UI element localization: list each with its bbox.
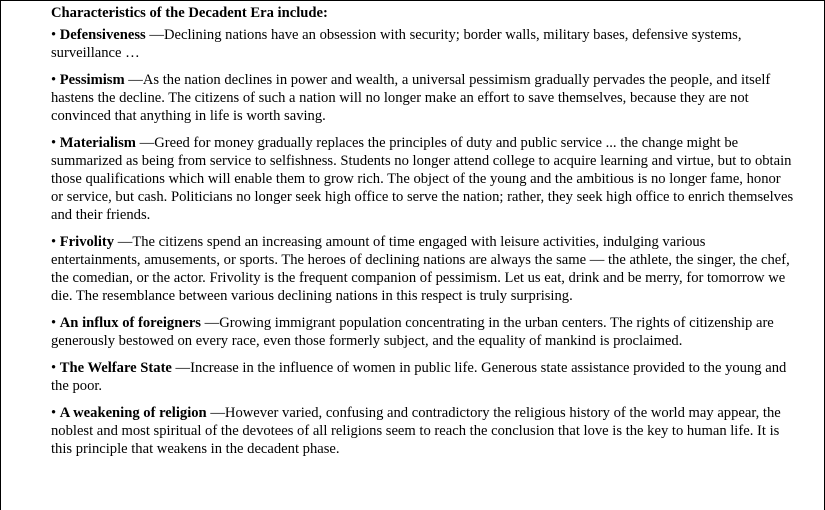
item-text: However varied, confusing and contradictory the religious history of the world may appear, the noblest and most spiritual of the devotees of all religions seem to reach the conclusion that love is the key to human life. It is this principle that weakens in the decadent phase. xyxy=(51,405,781,457)
em-dash xyxy=(114,234,132,250)
item-term: Frivolity xyxy=(59,234,115,250)
em-dash xyxy=(136,135,154,151)
list-item-weakening-of-religion xyxy=(51,404,794,458)
item-text: Growing immigrant population concentrating in the urban centers. The rights of citizenship are generously bestowed on every race, even those formerly subject, and the equality of mankind is proclaimed. xyxy=(51,315,774,349)
list-item-influx-of-foreigners xyxy=(51,314,794,350)
em-dash xyxy=(201,315,219,331)
list-item-welfare-state xyxy=(51,359,794,395)
bullet: • xyxy=(51,234,57,250)
item-term: The Welfare State xyxy=(59,360,172,376)
bullet: • xyxy=(51,360,57,376)
bullet: • xyxy=(51,72,57,88)
list-item-pessimism xyxy=(51,71,794,125)
item-text: As the nation declines in power and wealth, a universal pessimism gradually pervades the people, and itself hastens the decline. The citizens of such a nation will no longer make an effort to save themselves, because they are not convinced that anything in life is worth saving. xyxy=(51,72,771,124)
em-dash xyxy=(172,360,190,376)
bullet: • xyxy=(51,405,57,421)
list-item-defensiveness xyxy=(51,26,794,62)
item-term: Materialism xyxy=(59,135,136,151)
document-heading: Characteristics of the Decadent Era include: xyxy=(51,5,328,21)
item-term: Defensiveness xyxy=(59,27,146,43)
list-item-materialism xyxy=(51,134,794,224)
em-dash xyxy=(207,405,225,421)
item-text: Declining nations have an obsession with security; border walls, military bases, defensive systems, surveillance … xyxy=(51,27,742,61)
item-text: The citizens spend an increasing amount of time engaged with leisure activities, indulging various entertainments, amusements, or sports. The heroes of declining nations are always the same — the athlete, the singer, the chef, the comedian, or the actor. Frivolity is the frequent companion of pessimism. Let us eat, drink and be merry, for tomorrow we die. The resemblance between various declining nations in this respect is truly surprising. xyxy=(51,234,790,304)
bullet: • xyxy=(51,135,57,151)
item-text: Greed for money gradually replaces the principles of duty and public service ... the change might be summarized as being from service to selfishness. Students no longer attend college to acquire learning and virtue, but to obtain those qualifications which will enable them to grow rich. The object of the young and the ambitious is no longer fame, honor or service, but cash. Politicians no longer seek high office to serve the nation; rather, they seek high office to enrich themselves and their friends. xyxy=(51,135,794,223)
list-item-frivolity xyxy=(51,233,794,305)
em-dash xyxy=(125,72,143,88)
em-dash xyxy=(146,27,164,43)
item-term: An influx of foreigners xyxy=(59,315,201,331)
bullet: • xyxy=(51,27,57,43)
item-term: Pessimism xyxy=(59,72,125,88)
bullet: • xyxy=(51,315,57,331)
item-text: Increase in the influence of women in public life. Generous state assistance provided to the young and the poor. xyxy=(51,360,787,394)
item-term: A weakening of religion xyxy=(59,405,207,421)
